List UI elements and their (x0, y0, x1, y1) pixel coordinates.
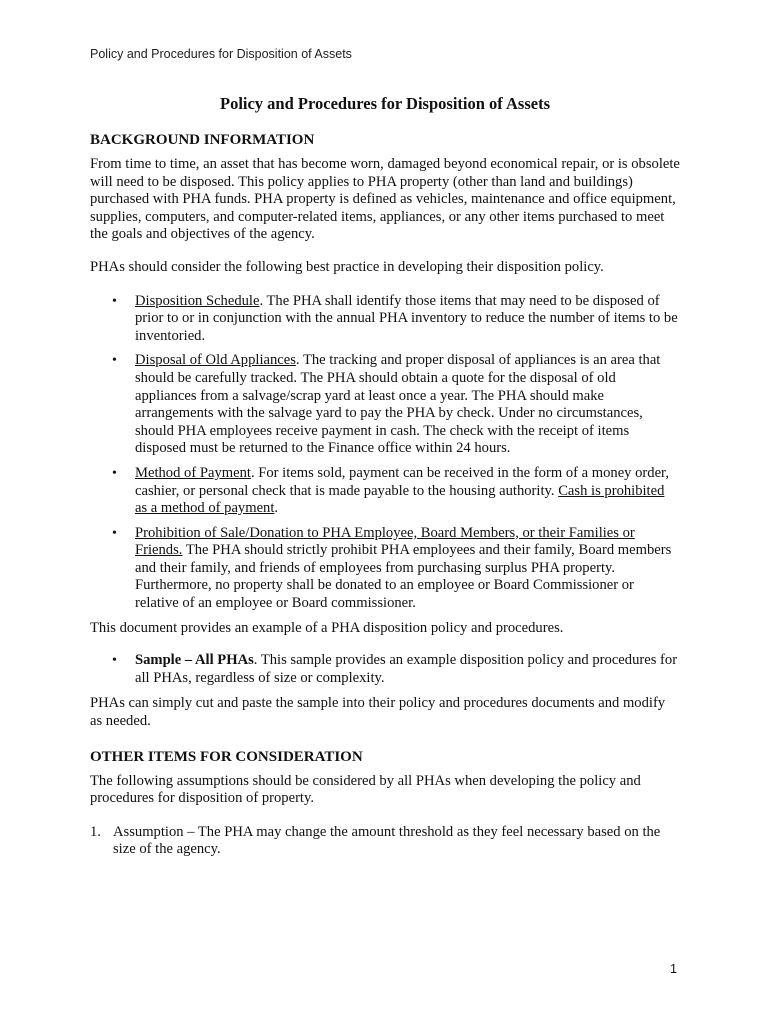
page-number: 1 (670, 962, 677, 976)
bullet-text: The PHA should strictly prohibit PHA employees and their family, Board members and their family, and friends of employees from purchasing surplus PHA property. Furthermore, no property shall be donated to an employee or Board Commissioner or relative of an employee or Board commissioner. (135, 542, 672, 612)
document-title: Policy and Procedures for Disposition of Assets (219, 94, 550, 113)
other-items-intro: The following assumptions should be considered by all PHAs when developing the policy and procedures for disposition of property. (90, 772, 641, 807)
list-item-prohibition (90, 525, 680, 613)
bullet-term: Disposal of Old Appliances (135, 352, 296, 369)
best-practice-list (90, 293, 680, 613)
bullet-icon: • (112, 525, 117, 541)
example-intro-paragraph: This document provides an example of a PHA disposition policy and procedures. (90, 619, 564, 636)
list-item-method-of-payment (90, 465, 680, 518)
bullet-icon: • (112, 653, 117, 669)
bullet-term: Method of Payment (135, 464, 251, 481)
item-number: 1. (90, 823, 101, 840)
background-intro-paragraph: From time to time, an asset that has become worn, damaged beyond economical repair, or is obsolete will need to be disposed. This policy applies to PHA property (other than land and buildings) purchased with PHA funds. PHA property is defined as vehicles, maintenance and office equipment, supplies, computers, and computer-related items, appliances, or any other items purchased to meet the goals and objectives of the agency. (90, 156, 680, 243)
list-item-sample (90, 652, 680, 687)
sample-term: Sample – All PHAs (135, 652, 254, 669)
bullet-text: . For items sold, payment can be received in the form of a money order, cashier, or personal check that is made payable to the housing authority. (135, 464, 669, 499)
bullet-end: . (274, 500, 279, 517)
running-header: Policy and Procedures for Disposition of Assets (90, 47, 352, 61)
bullet-text: . The PHA shall identify those items that may need to be disposed of prior to or in conjunction with the annual PHA inventory to reduce the number of items to be inventoried. (135, 292, 678, 344)
sample-list (90, 652, 680, 687)
bullet-term: Disposition Schedule (135, 292, 260, 309)
list-item-disposal-appliances (90, 352, 680, 458)
sample-text: . This sample provides an example disposition policy and procedures for all PHAs, regardless of size or complexity. (135, 652, 678, 686)
bullet-icon: • (112, 293, 117, 309)
section-heading-background: BACKGROUND INFORMATION (90, 132, 315, 148)
list-item-disposition-schedule (90, 293, 680, 346)
bullet-icon: • (112, 353, 117, 369)
bullet-text: . The tracking and proper disposal of appliances is an area that should be carefully tracked. The PHA should obtain a quote for the disposal of old appliances from a salvage/scrap yard at least once a year. The PHA should make arrangements with the salvage yard to pay the PHA by check. Under no circumstances, should PHA employees receive payment in cash. The check with the receipt of items disposed must be returned to the Finance office within 24 hours. (135, 352, 661, 457)
bullet-underlined-note: Cash is prohibited as a method of payment (135, 482, 665, 517)
item-text: Assumption – The PHA may change the amount threshold as they feel necessary based on the size of the agency. (113, 823, 661, 858)
section-heading-other-items: OTHER ITEMS FOR CONSIDERATION (90, 748, 363, 765)
assumptions-list (90, 824, 680, 859)
closing-paragraph: PHAs can simply cut and paste the sample into their policy and procedures documents and modify as needed. (90, 695, 666, 730)
best-practice-lead: PHAs should consider the following best practice in developing their disposition policy. (90, 258, 604, 275)
list-item-assumption-1 (90, 824, 680, 859)
document-body (90, 94, 680, 859)
bullet-icon: • (112, 465, 117, 481)
bullet-term: Prohibition of Sale/Donation to PHA Employee, Board Members, or their Families or Friends. (135, 524, 635, 559)
